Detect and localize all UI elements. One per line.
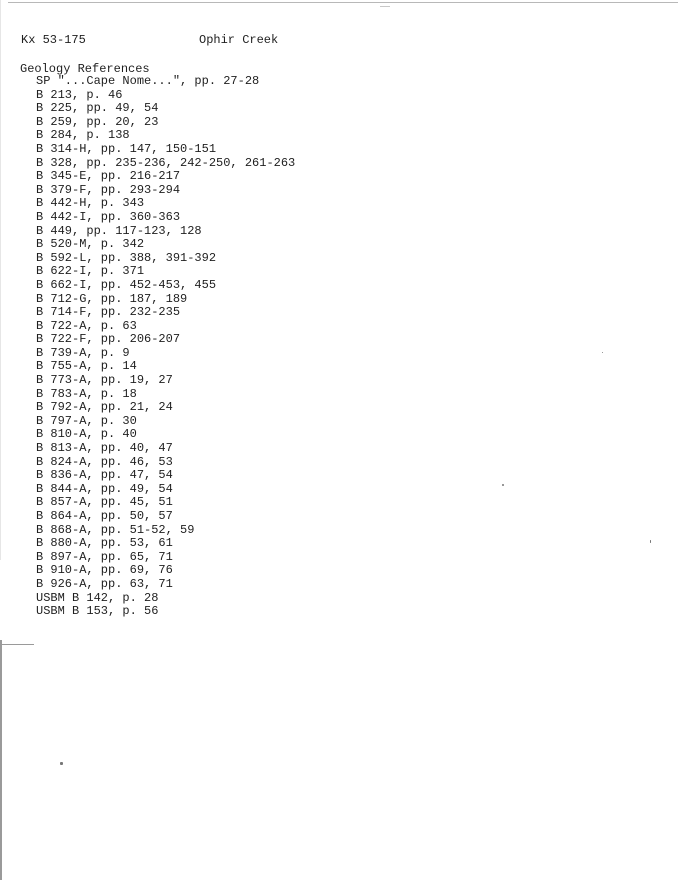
top-scan-mark bbox=[380, 6, 390, 7]
reference-item: B 449, pp. 117-123, 128 bbox=[36, 223, 202, 238]
reference-item: B 797-A, p. 30 bbox=[36, 413, 137, 428]
reference-item: B 864-A, pp. 50, 57 bbox=[36, 509, 173, 523]
reference-item: B 810-A, p. 40 bbox=[36, 427, 137, 442]
scan-speck bbox=[60, 762, 63, 765]
reference-item: B 662-I, pp. 452-453, 455 bbox=[36, 277, 217, 292]
reference-item: B 857-A, pp. 45, 51 bbox=[36, 495, 173, 510]
file-number: Kx 53-175 bbox=[21, 33, 86, 47]
reference-item: B 622-I, p. 371 bbox=[36, 264, 145, 279]
left-edge-line bbox=[0, 640, 2, 880]
reference-item: B 259, pp. 20, 23 bbox=[36, 114, 159, 129]
place-name: Ophir Creek bbox=[199, 33, 279, 47]
reference-item: B 314-H, pp. 147, 150-151 bbox=[36, 141, 217, 156]
reference-item: B 213, p. 46 bbox=[36, 87, 123, 102]
reference-item: B 739-A, p. 9 bbox=[36, 345, 130, 360]
reference-item: B 714-F, pp. 232-235 bbox=[36, 305, 181, 320]
reference-item: B 520-M, p. 342 bbox=[36, 237, 145, 252]
reference-item: B 345-E, pp. 216-217 bbox=[36, 169, 181, 184]
reference-list bbox=[36, 75, 295, 619]
reference-item: B 910-A, pp. 69, 76 bbox=[36, 563, 173, 578]
reference-item: B 792-A, pp. 21, 24 bbox=[36, 400, 173, 415]
reference-item: B 926-A, pp. 63, 71 bbox=[36, 576, 173, 591]
reference-item: B 868-A, pp. 51-52, 59 bbox=[36, 522, 195, 537]
reference-item: USBM B 142, p. 28 bbox=[36, 590, 159, 605]
reference-item: USBM B 153, p. 56 bbox=[36, 604, 159, 619]
left-edge-shadow bbox=[0, 0, 1, 560]
reference-item: B 813-A, pp. 40, 47 bbox=[36, 441, 173, 456]
reference-item: B 712-G, pp. 187, 189 bbox=[36, 291, 188, 306]
reference-item: B 442-I, pp. 360-363 bbox=[36, 209, 181, 224]
scan-speck bbox=[602, 352, 603, 353]
reference-item: B 722-F, pp. 206-207 bbox=[36, 332, 181, 347]
reference-item: B 773-A, pp. 19, 27 bbox=[36, 373, 173, 388]
margin-mark bbox=[0, 644, 34, 645]
reference-item: B 755-A, p. 14 bbox=[36, 359, 137, 374]
reference-item: B 783-A, p. 18 bbox=[36, 386, 137, 401]
reference-item: B 592-L, pp. 388, 391-392 bbox=[36, 250, 217, 265]
reference-item: B 836-A, pp. 47, 54 bbox=[36, 468, 173, 483]
scan-speck bbox=[650, 540, 651, 543]
reference-item: B 844-A, pp. 49, 54 bbox=[36, 481, 173, 496]
reference-item: B 722-A, p. 63 bbox=[36, 318, 137, 333]
reference-item: SP "...Cape Nome...", pp. 27-28 bbox=[36, 74, 260, 88]
scan-speck bbox=[502, 484, 504, 486]
reference-item: B 442-H, p. 343 bbox=[36, 196, 145, 211]
reference-item: B 880-A, pp. 53, 61 bbox=[36, 536, 173, 551]
reference-item: B 225, pp. 49, 54 bbox=[36, 101, 159, 116]
reference-item: B 284, p. 138 bbox=[36, 128, 130, 143]
reference-item: B 824-A, pp. 46, 53 bbox=[36, 454, 173, 469]
reference-item: B 897-A, pp. 65, 71 bbox=[36, 549, 173, 564]
reference-item: B 379-F, pp. 293-294 bbox=[36, 182, 181, 197]
top-edge-line bbox=[8, 2, 678, 3]
reference-item: B 328, pp. 235-236, 242-250, 261-263 bbox=[36, 155, 296, 170]
section-title: Geology References bbox=[20, 62, 150, 76]
